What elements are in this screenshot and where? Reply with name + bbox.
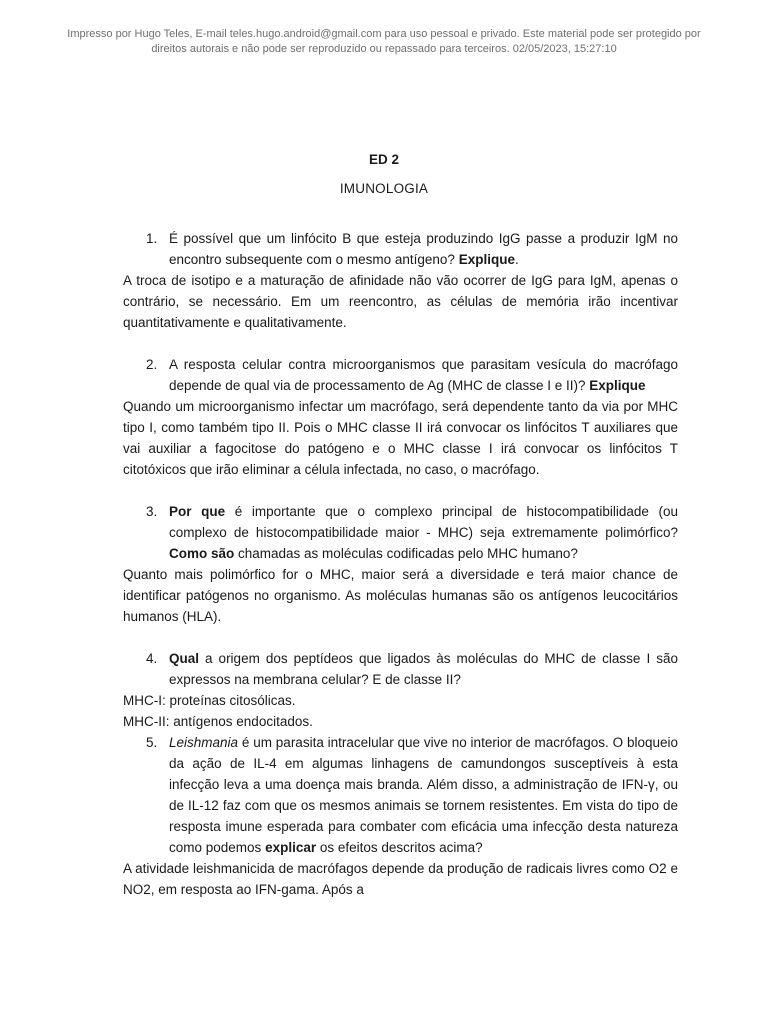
question-number: 2. [146, 357, 158, 372]
question-number: 1. [146, 231, 158, 246]
answer-3: Quanto mais polimórfico for o MHC, maior será a diversidade e terá maior chance de identificar patógenos no organismo. As moléculas humanas são os antígenos leucocitários humanos (HLA). [123, 567, 678, 624]
watermark-line-1: Impresso por Hugo Teles, E-mail teles.hugo.android@gmail.com para uso pessoal e privado. Este material pode ser protegido por [67, 28, 701, 40]
answer-2: Quando um microorganismo infectar um macrófago, será dependente tanto da via por MHC tipo I, como também tipo II. Pois o MHC classe II irá convocar os linfócitos T auxiliares que vai auxiliar a fagocitose do patógeno e o MHC classe I irá convocar os linfócitos T citotóxicos que irão eliminar a célula infectada, no caso, o macrófago. [123, 399, 678, 477]
answer-4-mhc-ii: MHC-II: antígenos endocitados. [123, 714, 313, 729]
question-text: É possível que um linfócito B que esteja produzindo IgG passe a produzir IgM no encontro subsequente com o mesmo antígeno? [169, 231, 678, 267]
answer-1: A troca de isotipo e a maturação de afinidade não vão ocorrer de IgG para IgM, apenas o contrário, se necessário. Em um reencontro, as células de memória irão incentivar quantitativamente e qualitativamente. [123, 273, 678, 330]
print-watermark [20, 27, 748, 57]
question-5 [123, 732, 678, 858]
question-emphasis: Como são [169, 546, 235, 561]
question-number: 4. [146, 651, 158, 666]
question-text: chamadas as moléculas codificadas pelo MHC humano? [234, 546, 578, 561]
question-emphasis: explicar [265, 840, 317, 855]
watermark-line-2: direitos autorais e não pode ser reproduzido ou repassado para terceiros. 02/05/2023, 15:27:10 [151, 43, 617, 55]
document-body [123, 228, 678, 900]
answer-5: A atividade leishmanicida de macrófagos depende da produção de radicais livres como O2 e NO2, em resposta ao IFN-gama. Após a [123, 861, 678, 897]
question-3 [123, 501, 678, 564]
question-text: é importante que o complexo principal de histocompatibilidade (ou complexo de histocompatibilidade maior - MHC) seja extremamente polimórfico? [169, 504, 678, 540]
question-text: é um parasita intracelular que vive no interior de macrófagos. O bloqueio da ação de IL-4 em algumas linhagens de camundongos susceptíveis à esta infecção leva a uma doença mais branda. Além disso, a administração de IFN-γ, ou de IL-12 faz com que os mesmos animais se tornem resistentes. Em vista do tipo de resposta imune esperada para combater com eficácia uma infecção desta natureza como podemos [169, 735, 678, 855]
question-text: os efeitos descritos acima? [316, 840, 483, 855]
document-subtitle: IMUNOLOGIA [339, 181, 429, 196]
question-2 [123, 354, 678, 396]
question-emphasis: Explique [589, 378, 646, 393]
question-4 [123, 648, 678, 690]
question-1 [123, 228, 678, 270]
question-text: A resposta celular contra microorganismos que parasitam vesícula do macrófago depende de qual via de processamento de Ag (MHC de classe I e II)? [169, 357, 678, 393]
question-number: 3. [146, 504, 158, 519]
document-title: ED 2 [368, 152, 399, 167]
question-emphasis: Explique [458, 252, 515, 267]
question-emphasis: Qual [169, 651, 200, 666]
question-tail: . [514, 252, 519, 267]
question-text: a origem dos peptídeos que ligados às moléculas do MHC de classe I são expressos na membrana celular? E de classe II? [169, 651, 678, 687]
question-emphasis: Por que [169, 504, 226, 519]
answer-4-mhc-i: MHC-I: proteínas citosólicas. [123, 693, 296, 708]
question-italic: Leishmania [169, 735, 239, 750]
question-number: 5. [146, 735, 158, 750]
